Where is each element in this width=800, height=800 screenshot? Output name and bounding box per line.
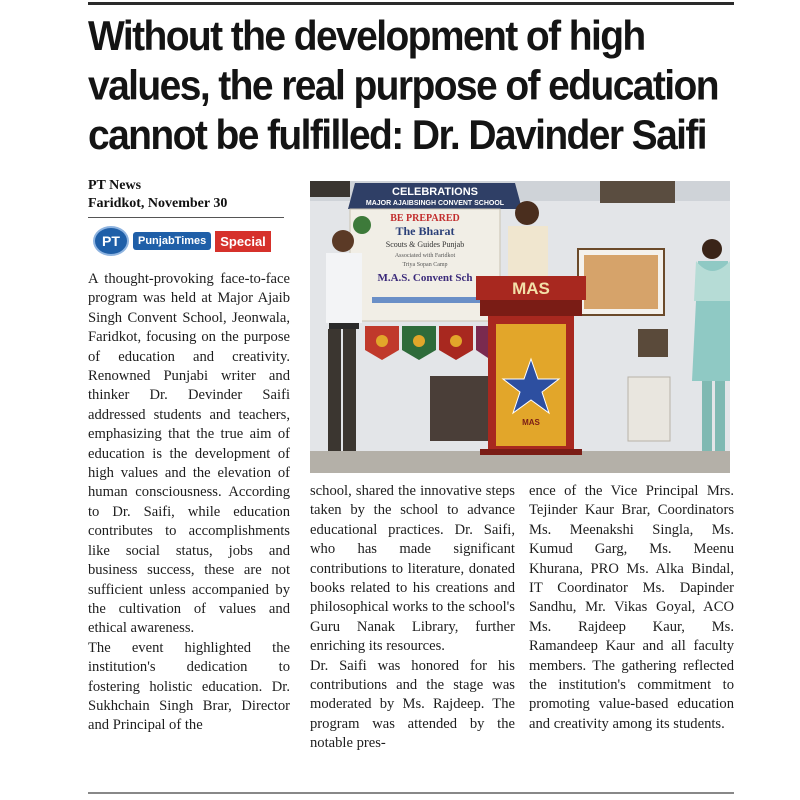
article-column-3 [529,482,734,734]
headline: Without the development of high values, the real purpose of education cannot be fulfilled: Dr. Davinder Saifi [88,13,718,159]
paragraph: Dr. Saifi was honored for his contributions and the stage was moderated by Ms. Rajdeep. The program was attended by the notable pres- [310,657,515,752]
event-photo [310,181,730,473]
punjab-times-logo [93,227,285,255]
article-column-1 [88,270,290,736]
bottom-rule [88,792,734,794]
sign-associated: Associated with Faridkot [394,253,456,259]
sign-scouts: Scouts & Guides Punjab [385,240,465,249]
podium-label: MAS [512,279,550,298]
sign-school: M.A.S. Convent Sch [377,272,473,284]
top-rule [88,2,734,5]
sign-be-prepared: BE PREPARED [390,213,460,224]
byline [88,177,288,213]
sign-bharat: The Bharat [395,224,455,238]
paragraph: A thought-provoking face-to-face program was held at Major Ajaib Singh Convent School, Jeonwala, Faridkot, focusing on the purpose of education and creativity. Renowned Punjabi writer and thinker Dr. Devinder Saifi addressed students and teachers, emphasizing that the true aim of education is the development of high values and the elevation of human consciousness. According to Dr. Saifi, while education contributes to accomplishments like social status, jobs and business success, these are not sufficient unless accompanied by the cultivation of values and ethical awareness. [88,271,290,637]
banner-title: CELEBRATIONS [392,186,478,198]
punjab-times-name: PunjabTimes [133,232,211,250]
banner-subtitle: MAJOR AJAIBSINGH CONVENT SCHOOL [365,200,505,207]
news-source: PT News [88,178,142,193]
paragraph: school, shared the innovative steps taken by the school to advance educational practices. Dr. Saifi, who has made significant contributions to literature, donated books related to his creations and philosophical works to the school's Guru Nanak Library, further enriching its resources. [310,483,515,655]
sign-camp: Triya Sopan Camp [402,262,448,268]
article-column-2 [310,482,515,754]
special-tag: Special [215,231,271,252]
podium-logo-label: MAS [522,418,540,427]
paragraph: The event highlighted the institution's dedication to fostering holistic education. Dr. Sukhchain Singh Brar, Director and Principal of the [88,639,290,734]
punjab-times-logo-icon: PT [93,226,129,256]
dateline: Faridkot, November 30 [88,196,228,211]
paragraph: ence of the Vice Principal Mrs. Tejinder Kaur Brar, Coordinators Ms. Meenakshi Singla, Ms. Kumud Garg, Ms. Meenu Khurana, PRO Ms. Alka Bindal, IT Coordinator Ms. Dapinder Sandhu, Mr. Vikas Goyal, ACO Ms. Rajdeep Kaur, Ms. Ramandeep Kaur and all faculty members. The gathering reflected the institution's commitment to promoting value-based education and creativity among its students. [529,483,734,732]
byline-divider [88,217,284,218]
